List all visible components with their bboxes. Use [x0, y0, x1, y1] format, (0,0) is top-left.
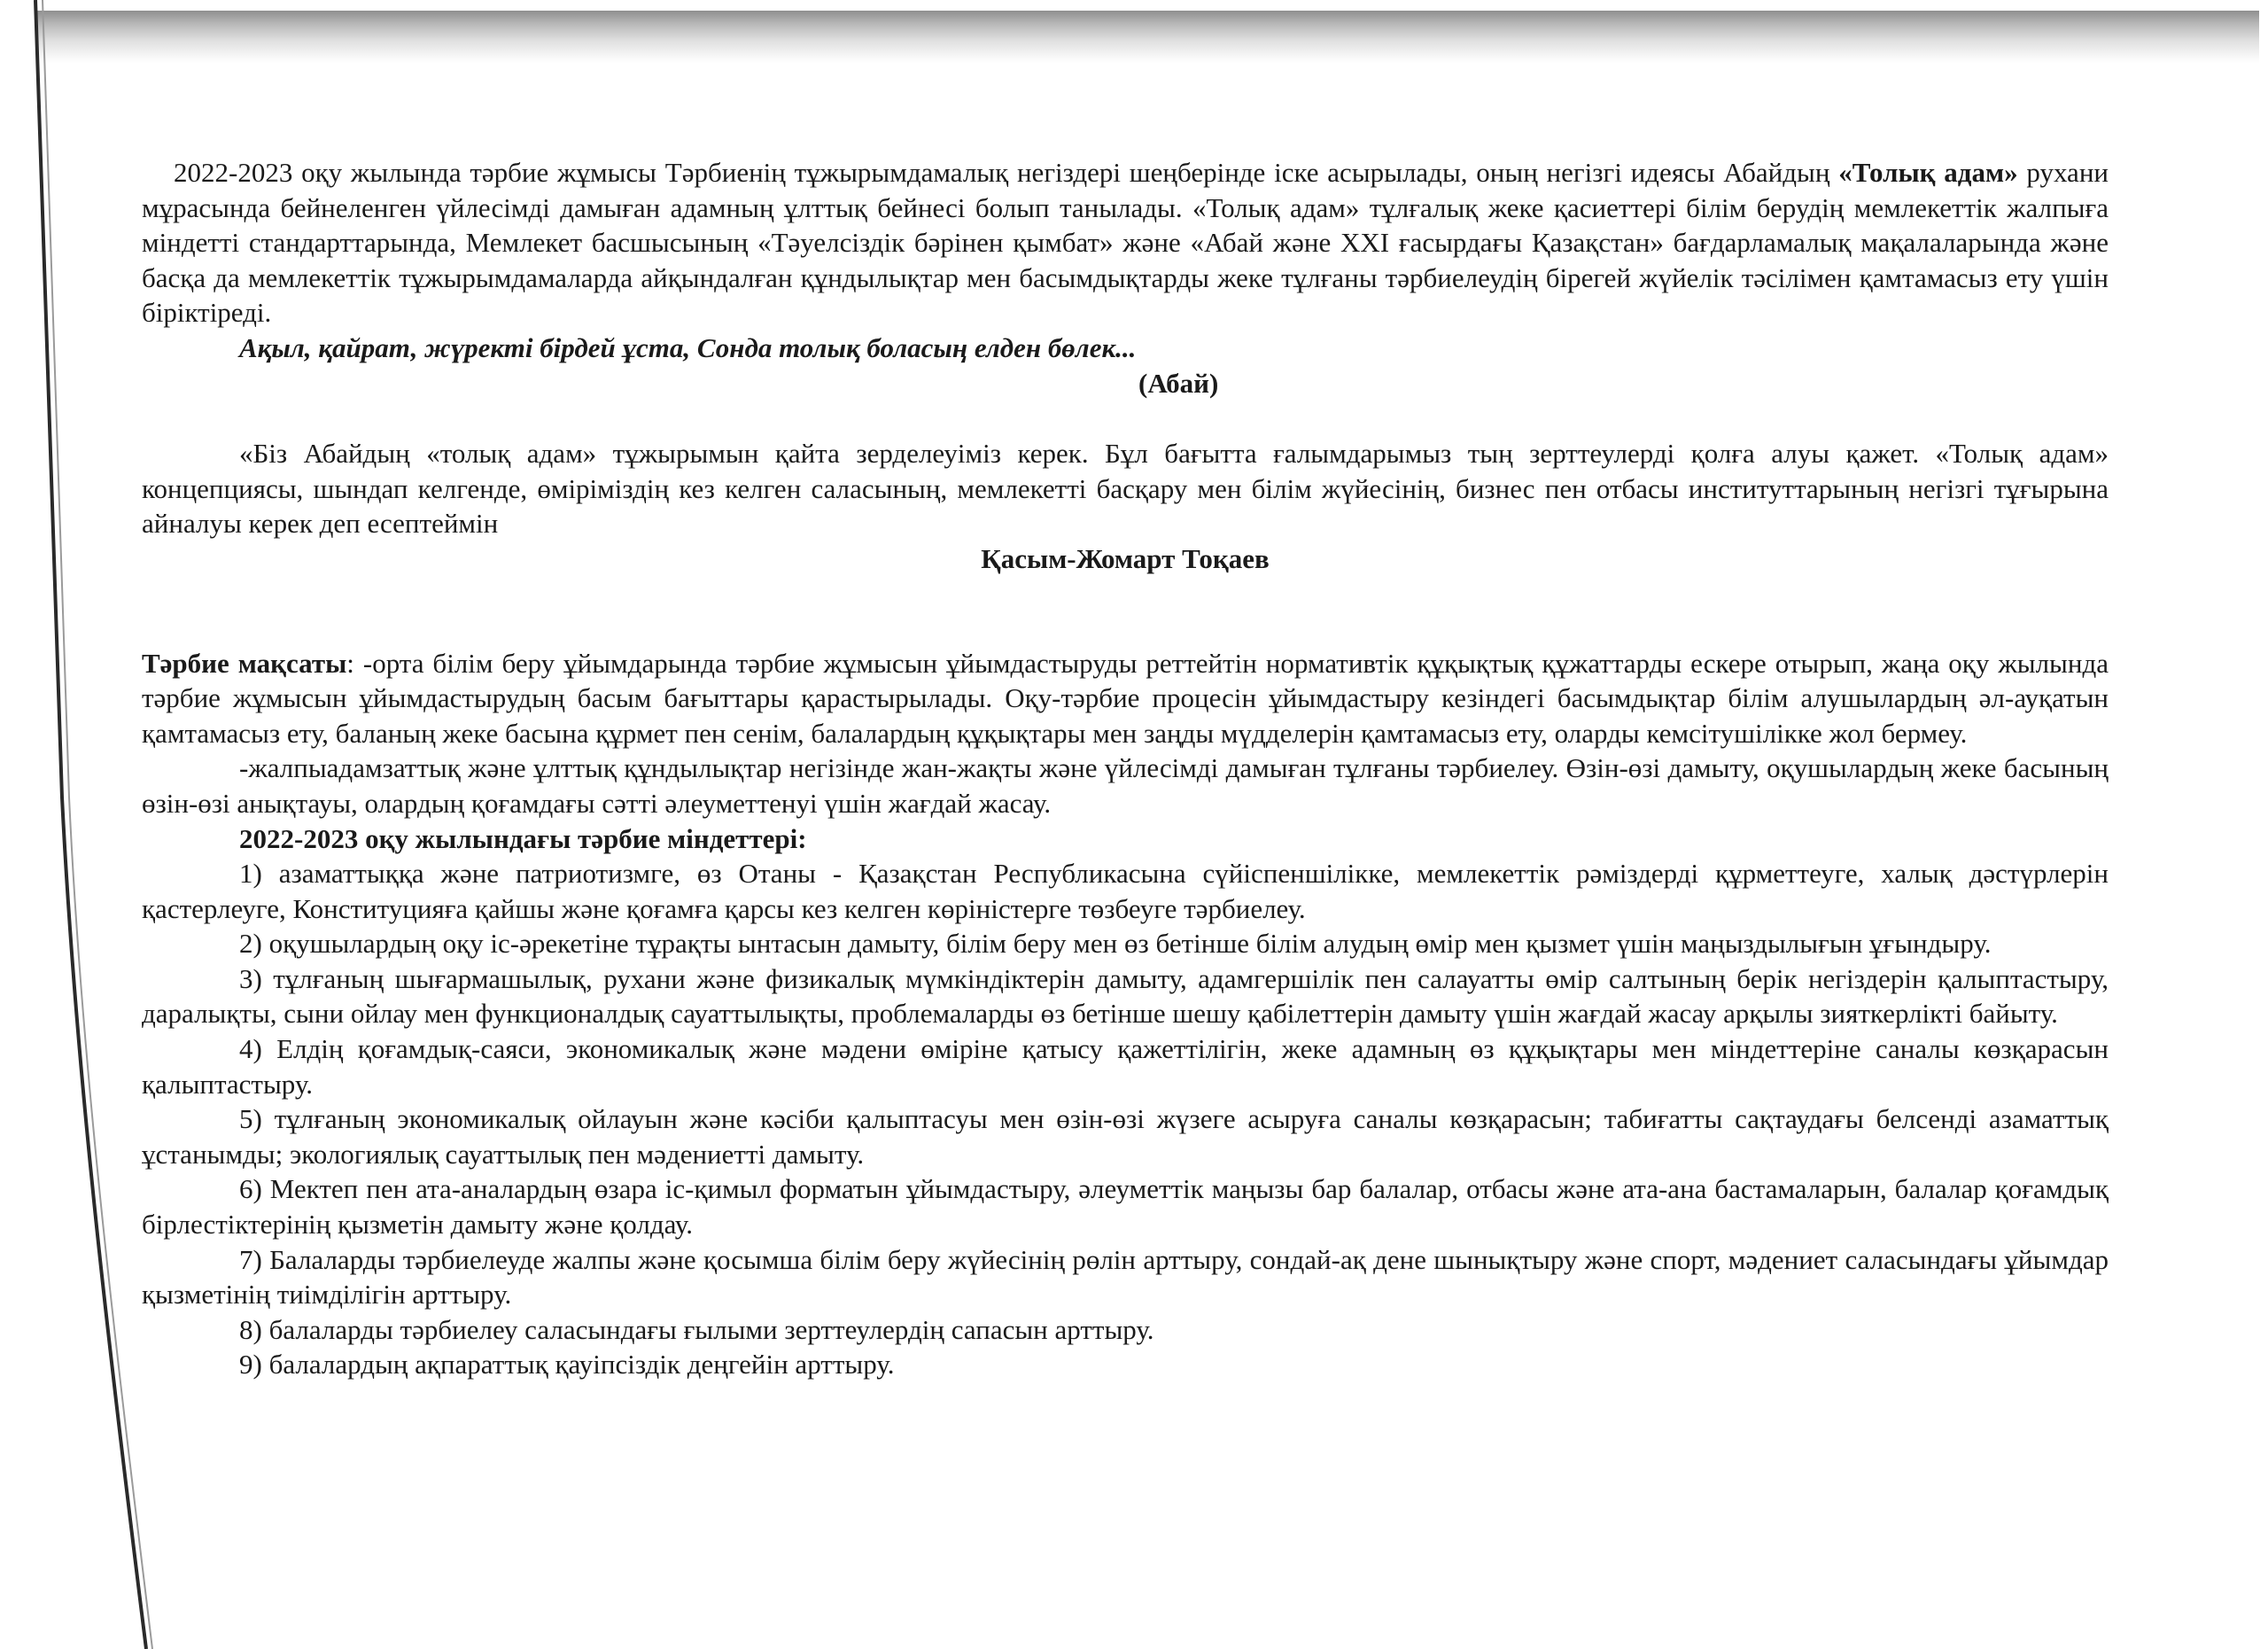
goal-label: Тәрбие мақсаты	[142, 647, 347, 679]
goal-paragraph	[142, 646, 2109, 751]
task-item: 3) тұлғаның шығармашылық, рухани және физикалық мүмкіндіктерін дамыту, адамгершілік пен салауатты өмір салтының берік негіздерін қалыптастыру, даралықты, сыни ойлау мен функционалдық сауаттылықты, проблемаларды өз бетінше шешу қабілеттерін дамыту үшін жағдай жасау арқылы зияткерлікті байыту.	[142, 962, 2109, 1030]
intro-text-end: рухани мұрасында бейнеленген үйлесімді дамыған адамның ұлттық бейнесі болып танылады. «Толық адам» тұлғалық жеке қасиеттері білім берудің мемлекеттік жалпыға міндетті стандарттарында, Мемлекет басшысының «Тәуелсіздік бәрінен қымбат» және «Абай және ХХІ ғасырдағы Қазақстан» бағдарламалық мақалаларында және басқа да мемлекеттік тұжырымдамаларда айқындалған құндылықтар мен басымдықтарды жеке тұлғаны тәрбиелеудің бірегей жүйелік тәсілімен қамтамасыз ету үшін біріктіреді.	[142, 157, 2109, 329]
abai-quote-author: (Абай)	[1138, 367, 1219, 399]
intro-bold-phrase: «Толық адам»	[1838, 157, 2018, 188]
task-item: 8) балаларды тәрбиелеу саласындағы ғылыми зерттеулердің сапасын арттыру.	[239, 1313, 1154, 1345]
task-item: 1) азаматтыққа және патриотизмге, өз Отаны - Қазақстан Республикасына сүйіспеншілікке, мемлекеттік рәміздерді құрметтеуге, халық дәстүрлерін қастерлеуге, Конституцияға қайшы және қоғамға қарсы кез келген көріністерге төзбеуге тәрбиелеу.	[142, 858, 2109, 924]
task-item: 6) Мектеп пен ата-аналардың өзара іс-қимыл форматын ұйымдастыру, әлеуметтік маңызы бар балалар, отбасы және ата-ана бастамаларын, балалар қоғамдық бірлестіктерінің қызметін дамыту және қолдау.	[142, 1173, 2109, 1241]
task-item: 5) тұлғаның экономикалық ойлауын және кәсіби қалыптасуы мен өзін-өзі жүзеге асыруға саналы көзқарасын; табиғатты сақтаудағы белсенді азаматтық ұстанымды; экологиялық сауаттылық пен мәдениетті дамыту.	[142, 1103, 2109, 1170]
task-item: 9) балалардың ақпараттық қауіпсіздік деңгейін арттыру.	[239, 1349, 895, 1381]
task-item: 7) Балаларды тәрбиелеуде жалпы және қосымша білім беру жүйесінің рөлін арттыру, сондай-ақ дене шынықтыру және спорт, мәдениет саласындағы ұйымдар қызметінің тиімділігін арттыру.	[142, 1243, 2109, 1311]
tokayev-quote-author: Қасым-Жомарт Тоқаев	[981, 542, 1270, 574]
tokayev-quote: «Біз Абайдың «толық адам» тұжырымын қайта зерделеуіміз керек. Бұл бағытта ғалымдарымыз тың зерттеулерді қолға алуы қажет. «Толық адам» концепциясы, шындап келгенде, өміріміздің кез келген саласының, мемлекетті басқару мен білім жүйесінің, бизнес пен отбасы институттарының негізгі тұғырына айналуы керек деп есептеймін	[142, 438, 2109, 540]
spacer	[142, 401, 2109, 436]
goal-text: : -орта білім беру ұйымдарында тәрбие жұмысын ұйымдастыруды реттейтін нормативтік құқықтық құжаттарды ескере отырып, жаңа оқу жылында тәрбие жұмысын ұйымдастырудың басым бағыттары қарастырылады. Оқу-тәрбие процесін ұйымдастыру кезіндегі басымдықтар білім алушылардың әл-ауқатын қамтамасыз ету, баланың жеке басына құрмет пен сенім, балалардың құқықтары мен заңды мүдделерін қамтамасыз ету, оларды кемсітушілікке жол бермеу.	[142, 647, 2109, 749]
task-item: 4) Елдің қоғамдық-саяси, экономикалық және мәдени өміріне қатысу қажеттілігін, жеке адамның өз құқықтары мен міндеттеріне саналы көзқарасын қалыптастыру.	[142, 1033, 2109, 1100]
document-body	[142, 155, 2109, 1382]
intro-text-start: 2022-2023 оқу жылында тәрбие жұмысы Тәрбиенің тұжырымдамалық негіздері шеңберінде іске асырылады, оның негізгі идеясы Абайдың	[174, 157, 1839, 188]
scan-top-shadow	[9, 11, 2259, 64]
intro-paragraph	[142, 155, 2109, 331]
tasks-heading: 2022-2023 оқу жылындағы тәрбие міндеттері:	[239, 822, 807, 854]
abai-quote: Ақыл, қайрат, жүректі бірдей ұста, Сонда толық боласың елден бөлек...	[239, 331, 1137, 363]
spacer	[142, 577, 2109, 646]
goal-paragraph-2: -жалпыадамзаттық және ұлттық құндылықтар негізінде жан-жақты және үйлесімді дамыған тұлғаны тәрбиелеу. Өзін-өзі дамыту, оқушылардың жеке басының өзін-өзі анықтауы, олардың қоғамдағы сәтті әлеуметтенуі үшін жағдай жасау.	[142, 752, 2109, 819]
task-item: 2) оқушылардың оқу іс-әрекетіне тұрақты ынтасын дамыту, білім беру мен өз бетінше білім алудың өмір мен қызмет үшін маңыздылығын ұғындыру.	[239, 928, 1992, 960]
